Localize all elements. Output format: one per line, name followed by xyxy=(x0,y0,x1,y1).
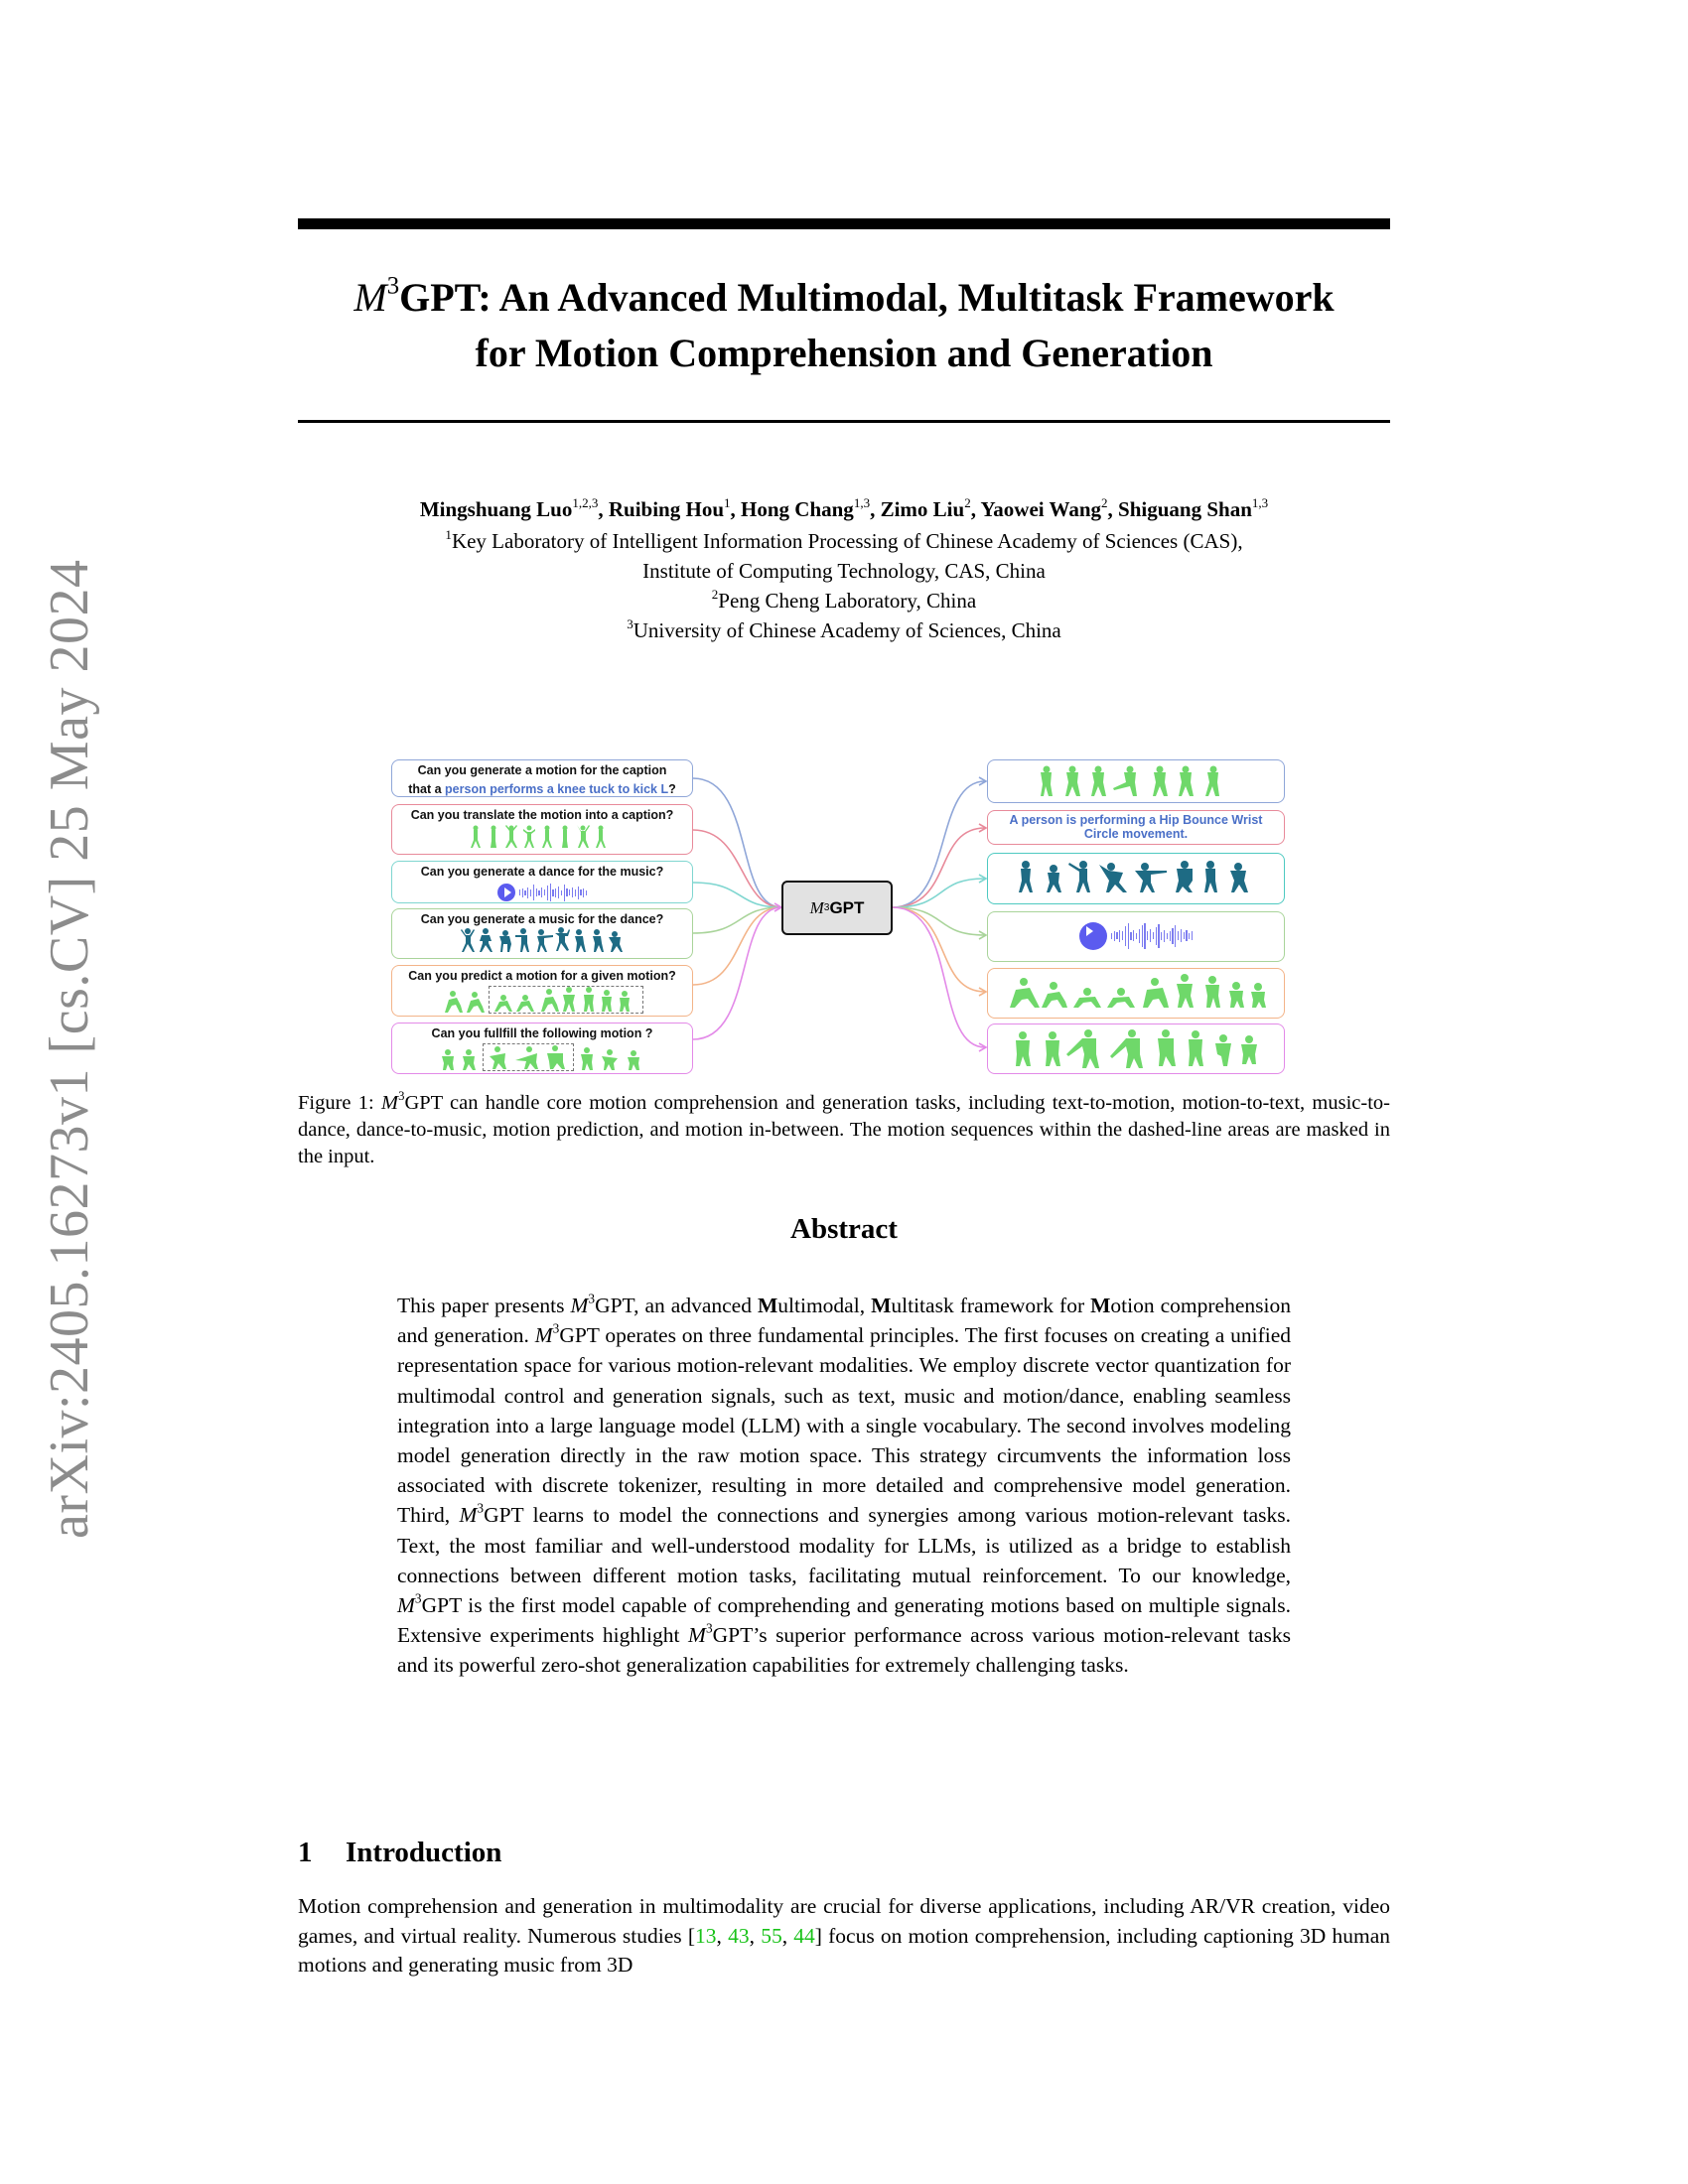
title-top-rule xyxy=(298,218,1390,229)
figure-1-caption xyxy=(298,1090,1390,1170)
masked-motion-sequence xyxy=(392,1043,692,1071)
title-bottom-rule xyxy=(298,420,1390,423)
author: Zimo Liu$^2$ xyxy=(880,494,971,521)
question-text: Can you generate a music for the dance? xyxy=(420,912,664,926)
masked-region-dashed-box xyxy=(489,986,643,1014)
title-line-2: for Motion Comprehension and Generation xyxy=(475,331,1213,375)
audio-clip xyxy=(392,881,692,904)
output-box-generated-motion xyxy=(987,759,1285,803)
waveform-icon xyxy=(1111,923,1193,949)
abstract-body: This paper presents $M^3GPT$, an advanced Multimodal, Multitask framework for Motion comprehension and generation. $M^3GPT$ operates on three fundamental principles. The first focuses on creating a unified representation space for various motion-relevant modalities. We employ discrete vector quantization for multimodal control and generation signals, such as text, music and motion/dance, enabling seamless integration into a large language model (LLM) with a single vocabulary. The second involves modeling model generation directly in the raw motion space. This strategy circumvents the information loss associated with discrete tokenizer, resulting in more detailed and comprehensive model generation. Third, $M^3GPT$ learns to model the connections and synergies among various motion-relevant tasks. Text, the most familiar and well-understood modality for LLMs, is utilized as a bridge to establish connections between different motion tasks, facilitating mutual reinforcement. To our knowledge, $M^3GPT$ is the first model capable of comprehending and generating motions based on multiple signals. Extensive experiments highlight $M^3GPT’s$ superior performance across various motion-relevant tasks and its powerful zero-shot generalization capabilities for extremely challenging tasks. xyxy=(397,1291,1291,1678)
introduction-body: Motion comprehension and generation in multimodality are crucial for diverse applications, including AR/VR creation, video games, and virtual reality. Numerous studies [13, 43, 55, 44] focus on motion comprehension, including captioning 3D human motions and generating music from 3D xyxy=(298,1894,1391,1977)
question-text: Can you predict a motion for a given motion? xyxy=(408,969,676,983)
section-number: 1 xyxy=(298,1837,313,1868)
citation-link[interactable]: 55 xyxy=(761,1923,782,1948)
output-box-generated-caption xyxy=(987,810,1285,845)
author: Yaowei Wang$^2$ xyxy=(980,494,1108,521)
abstract-heading: Abstract xyxy=(790,1213,898,1245)
affiliation-line: $^1$Key Laboratory of Intelligent Information Processing of Chinese Academy of Sciences (CAS), xyxy=(445,526,1243,553)
input-box-motion-in-between xyxy=(391,1023,693,1074)
center-label-math: M xyxy=(809,897,824,917)
citation-link[interactable]: 44 xyxy=(793,1923,815,1948)
title-line-1: GPT: An Advanced Multimodal, Multitask Framework xyxy=(399,275,1335,320)
masked-motion-sequence xyxy=(392,986,692,1014)
title-math-m: M xyxy=(353,275,387,320)
masked-region-dashed-box xyxy=(483,1043,574,1071)
motion-figures-icon xyxy=(1002,974,1270,1014)
citation-link[interactable]: 13 xyxy=(695,1923,717,1948)
title-math-sup: 3 xyxy=(386,272,400,300)
author: Hong Chang$^{1,3}$ xyxy=(741,494,871,521)
paper-title xyxy=(298,270,1390,381)
caption-math-sup: 3 xyxy=(398,1089,405,1104)
play-icon xyxy=(1079,922,1107,950)
m3gpt-model-box: M 3 GPT xyxy=(781,881,893,935)
center-label: GPT xyxy=(829,897,865,917)
question-text: that a person performs a knee tuck to kick L? xyxy=(408,782,676,796)
input-box-text-to-motion xyxy=(391,759,693,797)
motion-figures-icon xyxy=(492,987,640,1013)
motion-figures-icon xyxy=(486,1044,571,1070)
audio-clip xyxy=(988,912,1284,959)
output-box-generated-music xyxy=(987,911,1285,962)
question-text: Can you fullfill the following motion ? xyxy=(431,1026,653,1040)
caption-text: GPT can handle core motion comprehension and generation tasks, including text-to-motion, motion-to-text, music-to-dance, dance-to-music, motion prediction, and motion in-between. The motion sequences within the dashed-line areas are masked in the input. xyxy=(298,1092,1390,1167)
affiliation-line: $^2$Peng Cheng Laboratory, China xyxy=(711,586,977,613)
author-list: Mingshuang Luo$^{1,2,3}$, Ruibing Hou$^1$, Hong Chang$^{1,3}$, Zimo Liu$^2$, Yaowei Wang$^2$, Shiguang Shan$^{1,3}$ xyxy=(419,494,1269,521)
question-text: Can you translate the motion into a caption? xyxy=(410,808,674,822)
arxiv-identifier-stamp: arXiv:2405.16273v1 [cs.CV] 25 May 2024 xyxy=(39,559,100,1539)
affiliations xyxy=(298,526,1390,645)
input-box-motion-prediction xyxy=(391,965,693,1017)
motion-figures-icon xyxy=(1007,1028,1265,1070)
question-text: Can you generate a dance for the music? xyxy=(420,865,664,879)
affiliation-line: Institute of Computing Technology, CAS, China xyxy=(642,559,1046,583)
generated-caption-text: A person is performing a Hip Bounce Wrist Circle movement. xyxy=(1009,813,1263,841)
motion-figures-icon xyxy=(468,825,617,849)
input-box-music-to-dance xyxy=(391,861,693,903)
author: Mingshuang Luo$^{1,2,3}$ xyxy=(419,494,599,521)
dance-figures-icon xyxy=(458,927,627,953)
waveform-icon xyxy=(519,883,587,902)
caption-math: M xyxy=(381,1092,399,1114)
author: Shiguang Shan$^{1,3}$ xyxy=(1118,494,1269,521)
figure-1-diagram xyxy=(377,745,1311,1082)
section-title: Introduction xyxy=(346,1837,502,1868)
figure-label: Figure 1: xyxy=(298,1092,374,1114)
dance-sequence-thumbnails xyxy=(392,929,692,953)
output-box-in-between-motion xyxy=(987,1024,1285,1074)
author: Ruibing Hou$^1$ xyxy=(608,494,731,521)
question-text: Can you generate a motion for the caption xyxy=(417,763,667,777)
dance-figures-icon xyxy=(1012,859,1260,898)
input-box-dance-to-music xyxy=(391,908,693,959)
motion-sequence-thumbnails xyxy=(392,825,692,849)
output-box-generated-dance xyxy=(987,853,1285,904)
motion-figures-icon xyxy=(437,1045,481,1071)
output-box-predicted-motion xyxy=(987,968,1285,1019)
play-icon xyxy=(497,884,515,901)
caption-highlight: person performs a knee tuck to kick L xyxy=(445,782,669,796)
citation-link[interactable]: 43 xyxy=(728,1923,750,1948)
motion-figures-icon xyxy=(1027,764,1245,798)
input-box-motion-to-text xyxy=(391,804,693,855)
motion-figures-icon xyxy=(441,988,487,1014)
section-heading-introduction xyxy=(298,1837,501,1869)
affiliation-line: $^3$University of Chinese Academy of Sciences, China xyxy=(627,615,1061,642)
motion-figures-icon xyxy=(576,1045,647,1071)
